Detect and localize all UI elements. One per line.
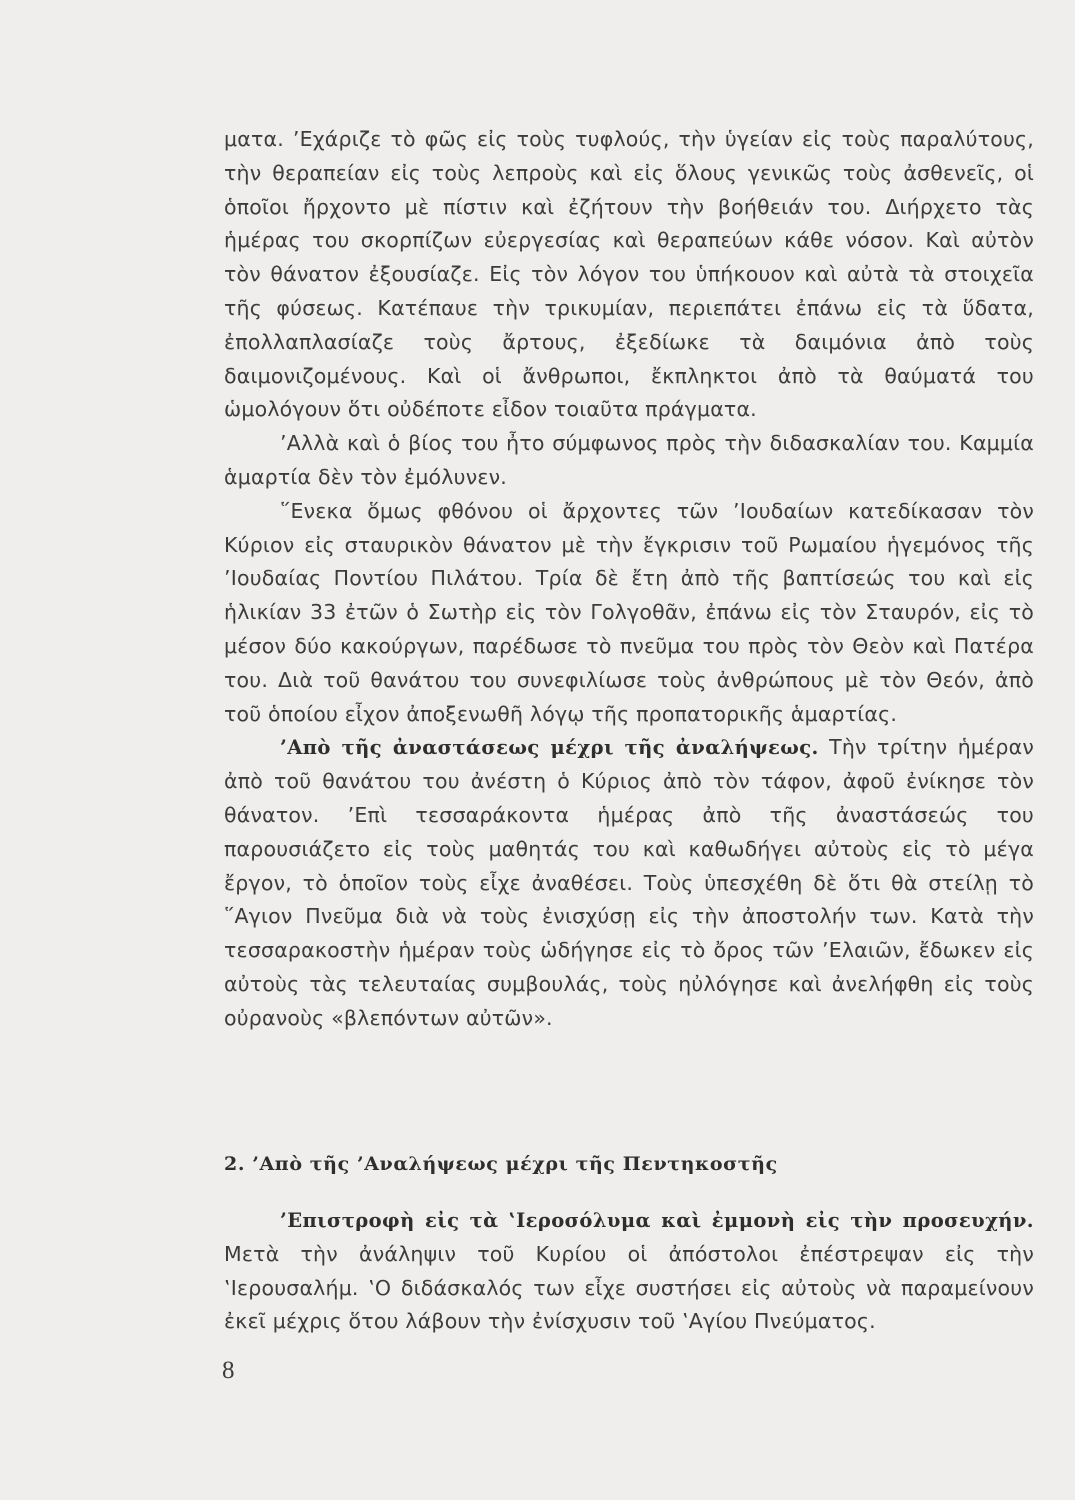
paragraph-resurrection bbox=[224, 731, 1034, 1035]
upper-text-block bbox=[224, 123, 1034, 1036]
run-in-heading-resurrection: ’Απὸ τῆς ἀναστάσεως μέχρι τῆς ἀναλήψεως. bbox=[280, 736, 819, 760]
page-number: 8 bbox=[222, 1357, 235, 1384]
lower-text-block bbox=[224, 1204, 1034, 1339]
paragraph-miracles: ματα. ’Εχάριζε τὸ φῶς εἰς τοὺς τυφλούς, τὴν ὑγείαν εἰς τοὺς παραλύτους, τὴν θεραπείαν εἰς τοὺς λεπροὺς καὶ εἰς ὅλους γενικῶς τοὺς ἀσθενεῖς, οἱ ὁποῖοι ἤρχοντο μὲ πίστιν καὶ ἐζήτουν τὴν βοήθειάν του. Διήρχετο τὰς ἡμέρας του σκορπίζων εὐεργεσίας καὶ θεραπεύων κάθε νόσον. Καὶ αὐτὸν τὸν θάνατον ἐξουσίαζε. Εἰς τὸν λόγον του ὑπήκουον καὶ αὐτὰ τὰ στοιχεῖα τῆς φύσεως. Κατέπαυε τὴν τρικυμίαν, περιεπάτει ἐπάνω εἰς τὰ ὕδατα, ἐπολλαπλασίαζε τοὺς ἄρτους, ἐξεδίωκε τὰ δαιμόνια ἀπὸ τοὺς δαιμονιζομένους. Καὶ οἱ ἄνθρωποι, ἔκπληκτοι ἀπὸ τὰ θαύματά του ὡμολόγουν ὅτι οὐδέποτε εἶδον τοιαῦτα πράγματα. bbox=[224, 127, 1034, 422]
paragraph-crucifixion: ῞Ενεκα ὅμως φθόνου οἱ ἄρχοντες τῶν ’Ιουδαίων κατεδίκασαν τὸν Κύριον εἰς σταυρικὸν θάνατον μὲ τὴν ἔγκρισιν τοῦ Ρωμαίου ἡγεμόνος τῆς ’Ιουδαίας Ποντίου Πιλάτου. Τρία δὲ ἔτη ἀπὸ τῆς βαπτίσεώς του καὶ εἰς ἡλικίαν 33 ἐτῶν ὁ Σωτὴρ εἰς τὸν Γολγοθᾶν, ἐπάνω εἰς τὸν Σταυρόν, εἰς τὸ μέσον δύο κακούργων, παρέδωσε τὸ πνεῦμα του πρὸς τὸν Θεὸν καὶ Πατέρα του. Διὰ τοῦ θανάτου του συνεφιλίωσε τοὺς ἀνθρώπους μὲ τὸν Θεόν, ἀπὸ τοῦ ὁποίου εἶχον ἀποξενωθῆ λόγῳ τῆς προπατορικῆς ἁμαρτίας. bbox=[224, 498, 1034, 726]
section-heading: 2. ’Απὸ τῆς ’Αναλήψεως μέχρι τῆς Πεντηκοστῆς bbox=[224, 1153, 778, 1175]
paragraph-resurrection-body: Τὴν τρίτην ἡμέραν ἀπὸ τοῦ θανάτου του ἀνέστη ὁ Κύριος ἀπὸ τὸν τάφον, ἀφοῦ ἐνίκησε τὸν θάνατον. ’Επὶ τεσσαράκοντα ἡμέρας ἀπὸ τῆς ἀναστάσεώς του παρουσιάζετο εἰς τοὺς μαθητάς του καὶ καθωδήγει αὐτοὺς εἰς τὸ μέγα ἔργον, τὸ ὁποῖον τοὺς εἶχε ἀναθέσει. Τοὺς ὑπεσχέθη δὲ ὅτι θὰ στείλῃ τὸ ῞Αγιον Πνεῦμα διὰ νὰ τοὺς ἐνισχύσῃ εἰς τὴν ἀποστολήν των. Κατὰ τὴν τεσσαρακοστὴν ἡμέραν τοὺς ὡδήγησε εἰς τὸ ὄρος τῶν ’Ελαιῶν, ἔδωκεν εἰς αὐτοὺς τὰς τελευταίας συμβουλάς, τοὺς ηὐλόγησε καὶ ἀνελήφθη εἰς τοὺς οὐρανοὺς «βλεπόντων αὐτῶν». bbox=[224, 735, 1034, 1030]
run-in-heading-return: ’Επιστροφὴ εἰς τὰ ‛Ιεροσόλυμα καὶ ἐμμονὴ εἰς τὴν προσευχήν. bbox=[280, 1209, 1034, 1232]
paragraph-life: ’Αλλὰ καὶ ὁ βίος του ἦτο σύμφωνος πρὸς τὴν διδασκαλίαν του. Καμμία ἁμαρτία δὲν τὸν ἐμόλυνεν. bbox=[224, 431, 1034, 489]
paragraph-return-jerusalem bbox=[224, 1204, 1034, 1339]
paragraph-return-body: Μετὰ τὴν ἀνάληψιν τοῦ Κυρίου οἱ ἀπόστολοι ἐπέστρεψαν εἰς τὴν ‛Ιερουσαλήμ. ‛Ο διδάσκαλός των εἶχε συστήσει εἰς αὐτοὺς νὰ παραμείνουν ἐκεῖ μέχρις ὅτου λάβουν τὴν ἐνίσχυσιν τοῦ ‛Αγίου Πνεύματος. bbox=[224, 1241, 1034, 1334]
